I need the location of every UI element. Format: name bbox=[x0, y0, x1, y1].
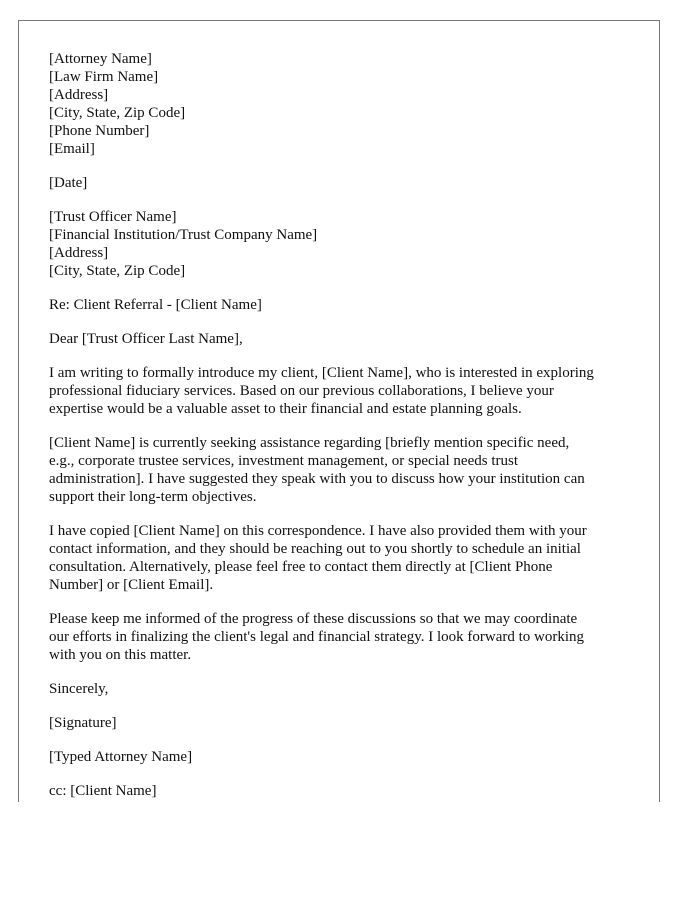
sender-email: [Email] bbox=[49, 141, 95, 157]
recipient-officer-name: [Trust Officer Name] bbox=[49, 209, 177, 225]
closing-text: Sincerely, bbox=[49, 681, 109, 697]
typed-attorney-name: [Typed Attorney Name] bbox=[49, 749, 193, 765]
subject-text: Re: Client Referral - [Client Name] bbox=[49, 297, 262, 313]
paragraph-line: support their long-term objectives. bbox=[49, 489, 257, 505]
cc-block bbox=[49, 782, 639, 800]
signature-placeholder: [Signature] bbox=[49, 715, 117, 731]
paragraph-line: consultation. Alternatively, please feel free to contact them directly at [Client Phone bbox=[49, 559, 553, 575]
paragraph-line: Number] or [Client Email]. bbox=[49, 577, 214, 593]
sender-address: [Address] bbox=[49, 87, 109, 103]
date-block bbox=[49, 174, 639, 192]
recipient-city-state-zip: [City, State, Zip Code] bbox=[49, 263, 186, 279]
recipient-address: [Address] bbox=[49, 245, 109, 261]
sender-phone: [Phone Number] bbox=[49, 123, 150, 139]
paragraph-line: administration]. I have suggested they speak with you to discuss how your institution can bbox=[49, 471, 585, 487]
closing-block bbox=[49, 680, 639, 698]
body-paragraph-2 bbox=[49, 434, 639, 506]
letter-page bbox=[18, 20, 660, 802]
salutation-text: Dear [Trust Officer Last Name], bbox=[49, 331, 243, 347]
paragraph-line: professional fiduciary services. Based on our previous collaborations, I believe your bbox=[49, 383, 554, 399]
subject-line bbox=[49, 296, 639, 314]
paragraph-line: [Client Name] is currently seeking assistance regarding [briefly mention specific need, bbox=[49, 435, 570, 451]
body-paragraph-4 bbox=[49, 610, 639, 664]
paragraph-line: Please keep me informed of the progress of these discussions so that we may coordinate bbox=[49, 611, 578, 627]
signature-block bbox=[49, 714, 639, 732]
cc-line: cc: [Client Name] bbox=[49, 783, 157, 799]
salutation bbox=[49, 330, 639, 348]
letter-date: [Date] bbox=[49, 175, 88, 191]
recipient-institution: [Financial Institution/Trust Company Name] bbox=[49, 227, 318, 243]
paragraph-line: I have copied [Client Name] on this correspondence. I have also provided them with your bbox=[49, 523, 587, 539]
letter-content bbox=[49, 50, 639, 816]
sender-city-state-zip: [City, State, Zip Code] bbox=[49, 105, 186, 121]
sender-block bbox=[49, 50, 639, 158]
paragraph-line: I am writing to formally introduce my client, [Client Name], who is interested in exploring bbox=[49, 365, 594, 381]
sender-law-firm-name: [Law Firm Name] bbox=[49, 69, 159, 85]
body-paragraph-3 bbox=[49, 522, 639, 594]
paragraph-line: our efforts in finalizing the client's legal and financial strategy. I look forward to working bbox=[49, 629, 585, 645]
paragraph-line: e.g., corporate trustee services, investment management, or special needs trust bbox=[49, 453, 518, 469]
sender-attorney-name: [Attorney Name] bbox=[49, 51, 152, 67]
recipient-block bbox=[49, 208, 639, 280]
paragraph-line: contact information, and they should be reaching out to you shortly to schedule an initial bbox=[49, 541, 581, 557]
body-paragraph-1 bbox=[49, 364, 639, 418]
paragraph-line: expertise would be a valuable asset to their financial and estate planning goals. bbox=[49, 401, 522, 417]
typed-name-block bbox=[49, 748, 639, 766]
paragraph-line: with you on this matter. bbox=[49, 647, 192, 663]
